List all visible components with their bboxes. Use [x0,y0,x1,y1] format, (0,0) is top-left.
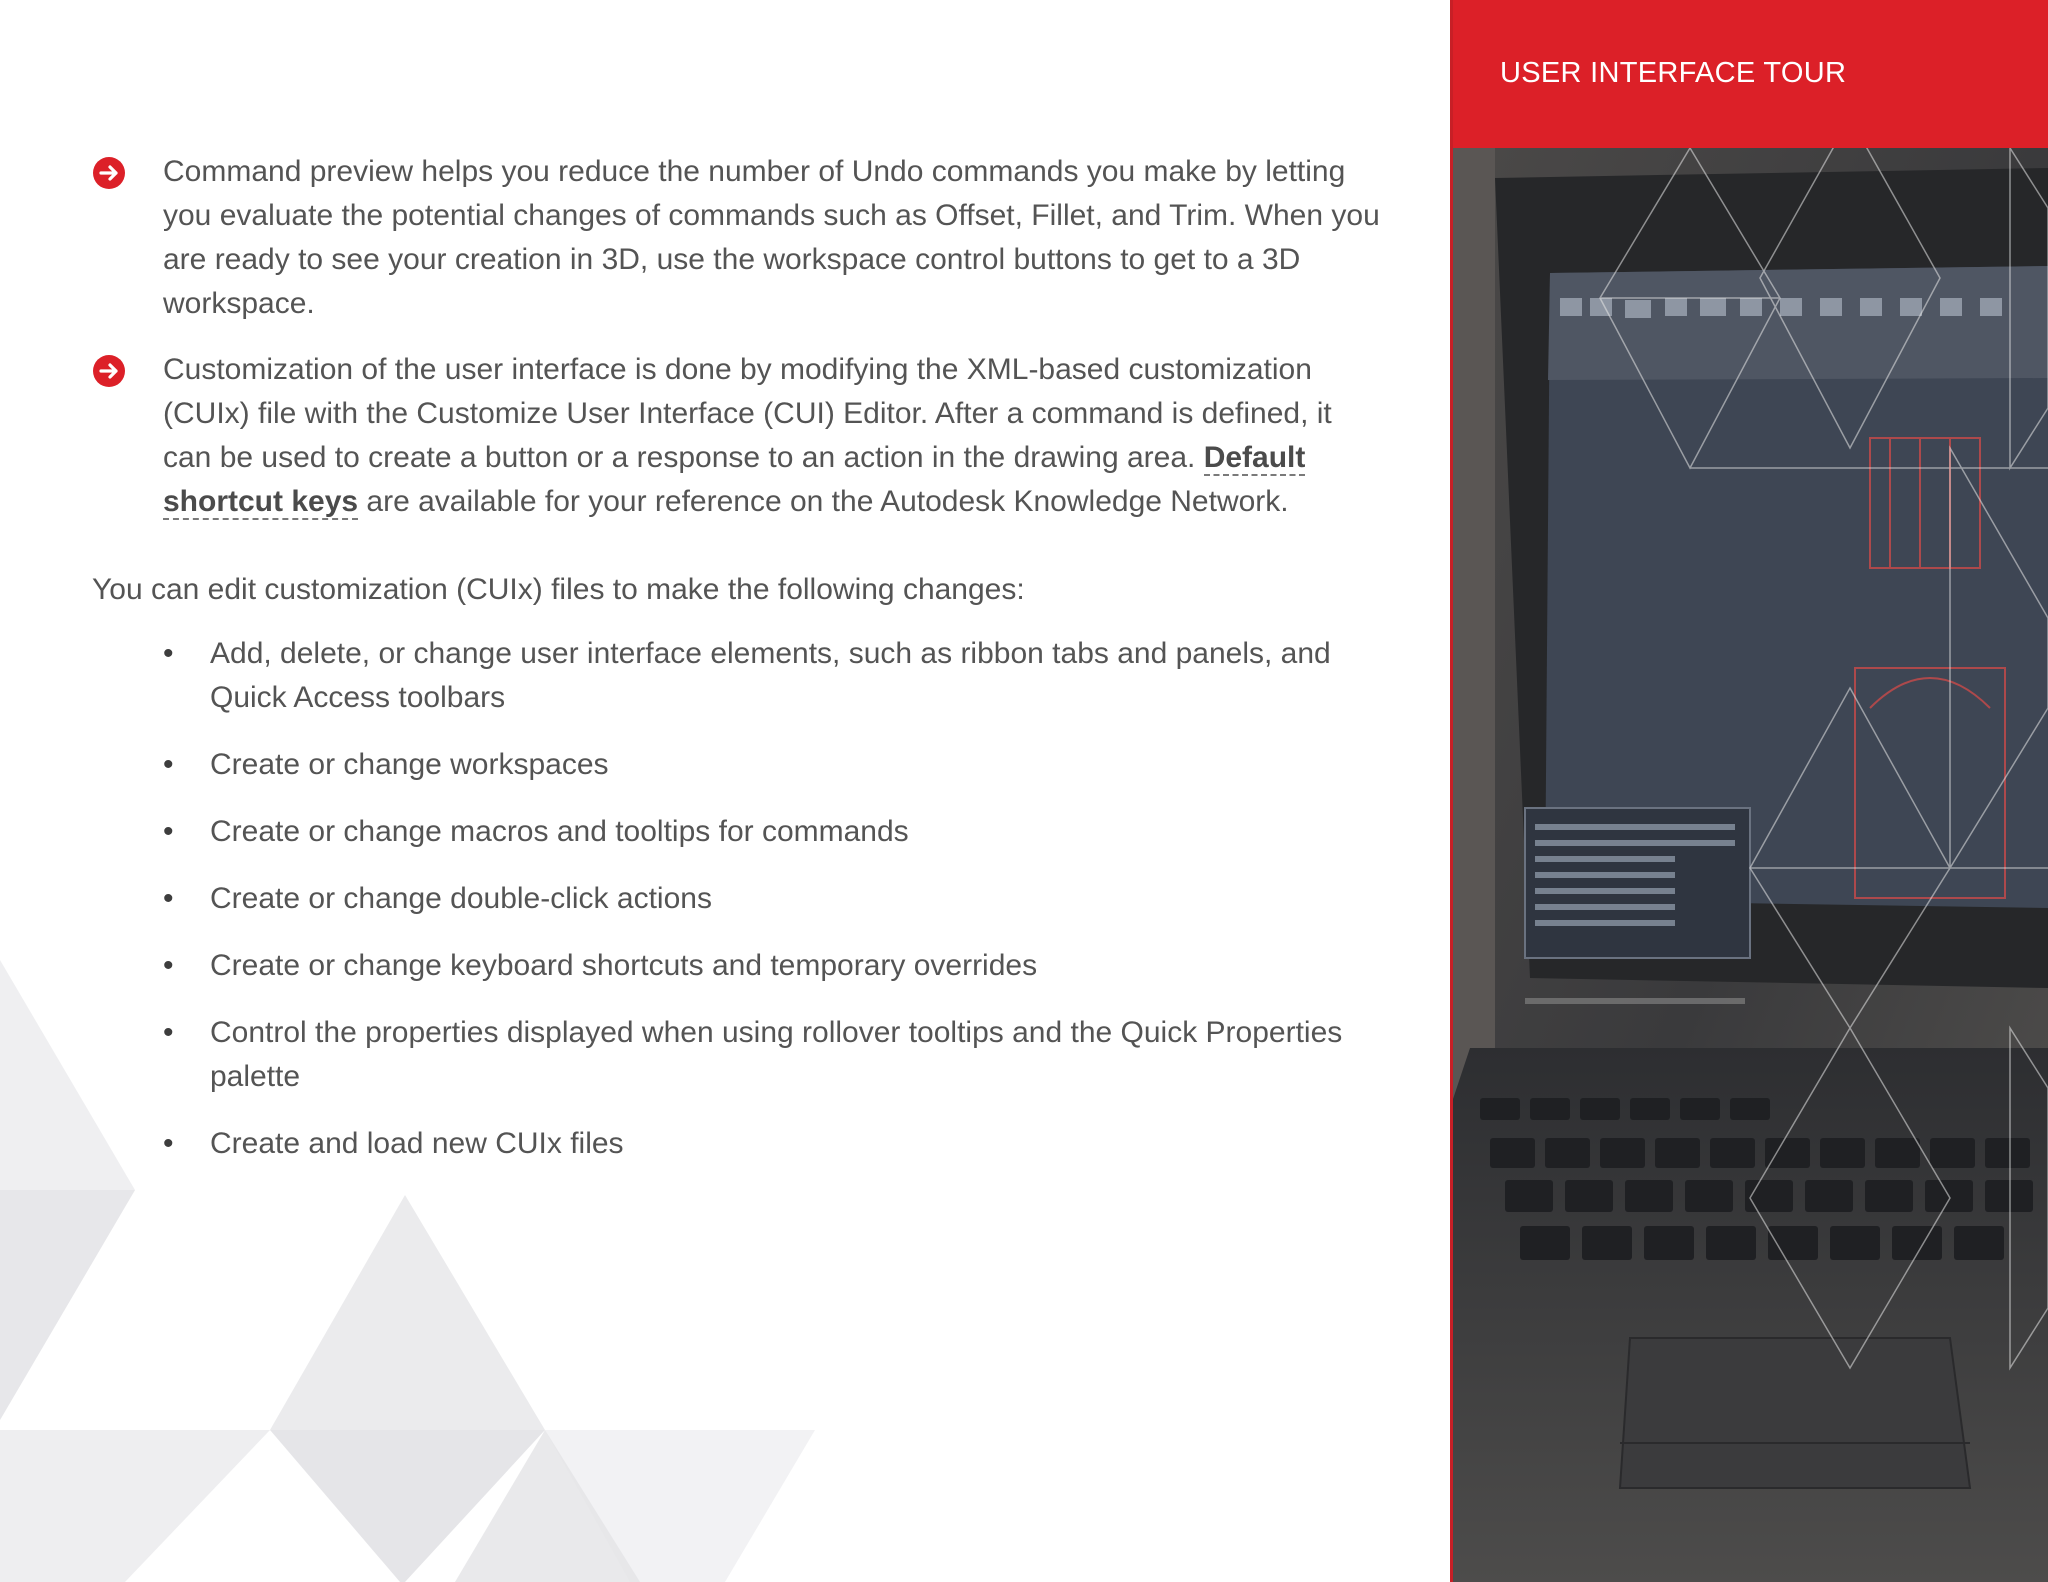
bullet: • [163,815,174,848]
changes-list [92,632,1382,1166]
side-border [1450,0,1453,1582]
intro-text: You can edit customization (CUIx) files to make the following changes: [92,573,1025,606]
list-item [163,743,1382,787]
list-item-text: Create and load new CUIx files [210,1127,624,1160]
list-item-text: Control the properties displayed when using rollover tooltips and the Quick Properties palette [210,1016,1343,1093]
bullet: • [163,882,174,915]
side-panel [1450,0,2048,1582]
callout-text [163,348,1382,524]
list-item [163,944,1382,988]
default-shortcut-keys-link[interactable]: Default shortcut keys [163,441,1306,518]
list-item [163,810,1382,854]
side-header [1450,0,2048,148]
list-item [163,1122,1382,1166]
arrow-right-circle-icon [92,156,126,190]
bullet: • [163,637,174,670]
list-item [163,1011,1382,1099]
list-item-text: Create or change keyboard shortcuts and temporary overrides [210,949,1038,982]
list-item-text: Create or change workspaces [210,748,609,781]
laptop-photo [1450,148,2048,1582]
callout-text-before: Customization of the user interface is done by modifying the XML-based customization (CUIx) file with the Customize User Interface (CUI) Editor. After a command is defined, it can be used to create a button or a response to an action in the drawing area. [163,353,1332,474]
list-item [163,632,1382,720]
content-column [92,150,1382,1189]
bullet: • [163,748,174,781]
arrow-right-circle-icon [92,354,126,388]
list-item-text: Create or change double-click actions [210,882,712,915]
list-item-text: Create or change macros and tooltips for commands [210,815,909,848]
callout-customization [92,348,1382,524]
callout-text: Command preview helps you reduce the number of Undo commands you make by letting you evaluate the potential changes of commands such as Offset, Fillet, and Trim. When you are ready to see your creation in 3D, use the workspace control buttons to get to a 3D workspace. [163,155,1380,320]
callout-text-after: are available for your reference on the Autodesk Knowledge Network. [366,485,1289,518]
list-item-text: Add, delete, or change user interface elements, such as ribbon tabs and panels, and Quick Access toolbars [210,637,1331,714]
section-title: USER INTERFACE TOUR [1500,57,1847,89]
bullet: • [163,1016,174,1049]
callout-command-preview [92,150,1382,326]
bullet: • [163,949,174,982]
bullet: • [163,1127,174,1160]
list-item [163,877,1382,921]
